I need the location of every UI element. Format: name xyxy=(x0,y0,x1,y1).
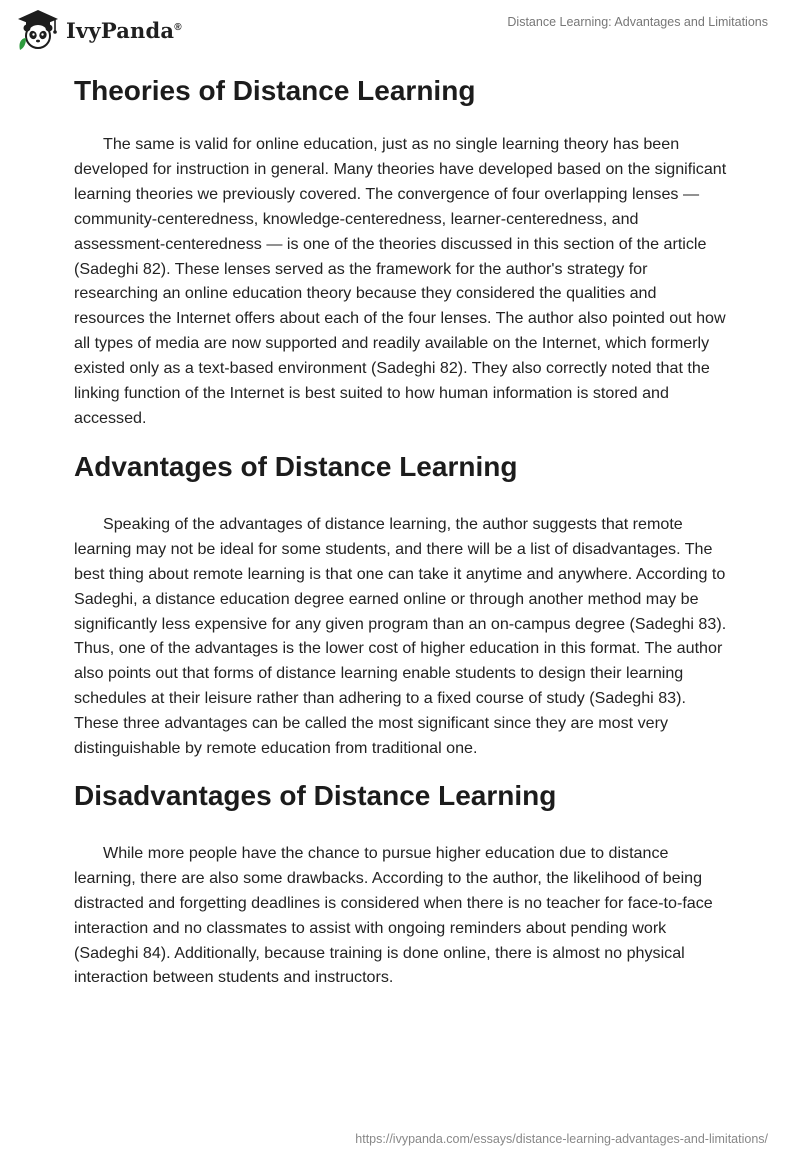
section-paragraph-advantages: Speaking of the advantages of distance learning, the author suggests that remote learning may not be ideal for some students, and there will be a list of disadvantages. The best thing about remote learning is that one can take it anytime and anywhere. According to Sadeghi, a distance education degree earned online or through another method may be significantly less expensive for any given program than an on-campus degree (Sadeghi 83). Thus, one of the advantages is the lower cost of higher education in this format. The author also points out that forms of distance learning enable students to design their learning schedules at their leisure rather than adhering to a fixed course of study (Sadeghi 83). These three advantages can be called the most significant since they are most very distinguishable by remote education from traditional one. xyxy=(74,514,727,758)
panda-graduate-icon xyxy=(14,8,62,52)
section-heading-theories: Theories of Distance Learning xyxy=(74,75,476,106)
section-heading-advantages: Advantages of Distance Learning xyxy=(74,450,518,482)
section-paragraph-theories: The same is valid for online education, just as no single learning theory has been developed for instruction in general. Many theories have developed based on the significant learning theories we previously covered. The convergence of four overlapping lenses — community-centeredness, knowledge-centeredness, learner-centeredness, and assessment-centeredness — is one of the theories discussed in this section of the article (Sadeghi 82). These lenses served as the framework for the author's strategy for researching an online education theory because they considered the qualities and resources the Internet offers about each of the four lenses. The author also pointed out how all types of media are now supported and readily available on the Internet, which formerly existed only as a text-based environment (Sadeghi 82). They also correctly noted that the linking function of the Internet is best suited to how human information is stored and accessed. xyxy=(74,135,727,427)
source-url-link[interactable]: https://ivypanda.com/essays/distance-learning-advantages-and-limitations/ xyxy=(355,1132,768,1146)
brand-name: IvyPanda® xyxy=(66,17,182,43)
section-heading-disadvantages: Disadvantages of Distance Learning xyxy=(74,779,557,811)
ivypanda-logo[interactable] xyxy=(14,8,182,52)
page-header xyxy=(0,0,800,60)
section-paragraph-disadvantages: While more people have the chance to pursue higher education due to distance learning, there are also some drawbacks. According to the author, the likelihood of being distracted and forgetting deadlines is considered when there is no teacher for face-to-face interaction and no classmates to assist with ongoing reminders about pending work (Sadeghi 84). Additionally, because training is done online, there is almost no physical interaction between students and instructors. xyxy=(74,843,713,987)
article-body xyxy=(74,70,730,990)
document-title: Distance Learning: Advantages and Limitations xyxy=(507,15,768,29)
